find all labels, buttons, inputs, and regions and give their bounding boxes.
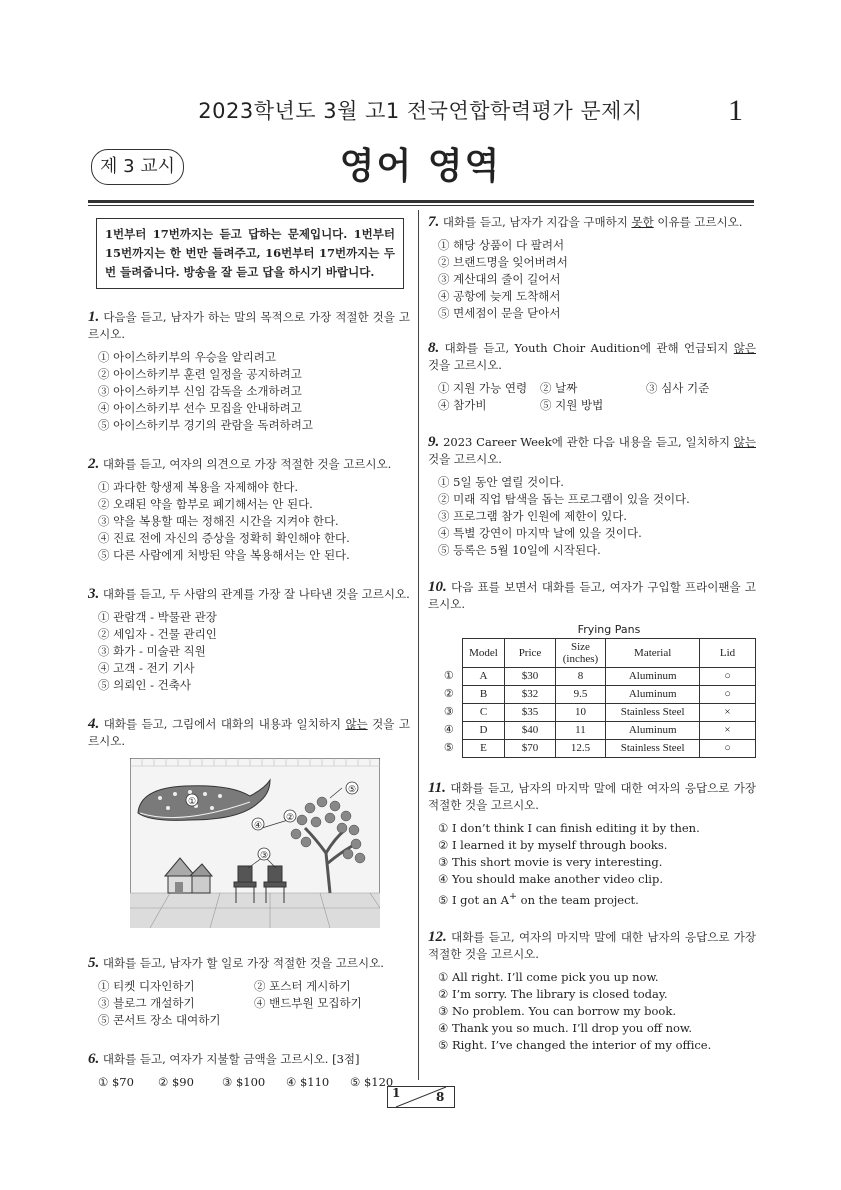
option-4[interactable]: ④ 밴드부원 모집하기 (254, 996, 362, 1010)
listening-notice: 1번부터 17번까지는 듣고 답하는 문제입니다. 1번부터 15번까지는 한 번만 들려주고, 16번부터 17번까지는 두 번 들려줍니다. 방송을 잘 듣고 답을 하시기 바랍니다. (96, 218, 404, 289)
stem-text: 다음을 듣고, 남자가 하는 말의 목적으로 가장 적절한 것을 고르시오. (88, 310, 411, 341)
option-1[interactable]: ① 관람객 - 박물관 관장 (98, 610, 217, 624)
cell-lid: × (700, 704, 756, 722)
question-number: 10. (428, 579, 447, 595)
option-3[interactable]: ③ 블로그 개설하기 (98, 996, 195, 1010)
question-9 (428, 434, 756, 559)
question-6 (88, 1051, 410, 1091)
question-stem (88, 309, 410, 343)
question-number: 8. (428, 340, 440, 356)
options (428, 237, 756, 322)
option-1[interactable]: ① 5일 동안 열릴 것이다. (438, 475, 564, 489)
col-header: Lid (700, 639, 756, 668)
fig-label-1: ① (187, 797, 197, 807)
cell-price: $40 (505, 722, 555, 740)
stem-text-end: 것을 고르시오. (88, 717, 410, 748)
options-row (98, 1074, 410, 1091)
cell-price: $30 (505, 668, 555, 686)
right-column (428, 214, 756, 1054)
option-2[interactable]: ② 아이스하키부 훈련 일정을 공지하려고 (98, 367, 302, 381)
options-row (438, 380, 756, 397)
option-2[interactable]: ② 세입자 - 건물 관리인 (98, 627, 217, 641)
option-2[interactable]: ② 브랜드명을 잊어버려서 (438, 255, 568, 269)
stem-text: 대화를 듣고, 남자가 할 일로 가장 적절한 것을 고르시오. (102, 956, 384, 970)
question-stem (428, 579, 756, 613)
table-row[interactable] (436, 668, 756, 686)
option-2[interactable]: ② 포스터 게시하기 (254, 979, 351, 993)
header-rule (88, 200, 754, 203)
cell-price: $70 (505, 740, 555, 758)
cell-material: Stainless Steel (606, 740, 700, 758)
stem-text: 다음 표를 보면서 대화를 듣고, 여자가 구입할 프라이팬을 고르시오. (428, 580, 757, 611)
row-choice[interactable]: ② (443, 688, 454, 700)
options (88, 978, 410, 1029)
question-stem (428, 929, 756, 963)
cell-model: B (462, 686, 505, 704)
question-1 (88, 309, 410, 434)
question-number: 2. (88, 456, 100, 472)
cell-price: $35 (505, 704, 555, 722)
option-5[interactable]: ⑤ 등록은 5월 10일에 시작된다. (438, 543, 601, 557)
cell-model: A (462, 668, 505, 686)
table-title: Frying Pans (577, 623, 641, 636)
question-number: 1. (88, 309, 100, 325)
cell-model: D (462, 722, 505, 740)
row-choice[interactable]: ④ (443, 724, 454, 736)
option-4[interactable]: ④ 아이스하키부 선수 모집을 안내하려고 (98, 401, 302, 415)
cell-material: Aluminum (606, 668, 700, 686)
frying-pan-table (436, 638, 756, 758)
subject-title: 영어 영역 (339, 146, 502, 187)
fig-label-2: ② (285, 813, 295, 823)
table-row[interactable] (436, 722, 756, 740)
cell-size: 12.5 (555, 740, 606, 758)
option-1[interactable]: ① I don’t think I can finish editing it by then. (438, 821, 700, 835)
page-number: 1 (728, 94, 743, 127)
question-stem (88, 1051, 410, 1068)
option-2[interactable]: ② 날짜 (540, 381, 578, 395)
option-4[interactable]: ④ 참가비 (438, 398, 487, 412)
option-1[interactable]: ① All right. I’ll come pick you up now. (438, 969, 659, 984)
options (428, 380, 756, 414)
exam-title: 2023학년도 3월 고1 전국연합학력평가 문제지 (198, 99, 643, 123)
cell-price: $32 (505, 686, 555, 704)
question-number: 4. (88, 716, 100, 732)
option-2[interactable]: ② $90 (158, 1075, 194, 1089)
stem-text: 대화를 듣고, 남자가 지갑을 구매하지 (442, 215, 632, 229)
option-3[interactable]: ③ 프로그램 참가 인원에 제한이 있다. (438, 509, 627, 523)
cell-size: 10 (555, 704, 606, 722)
option-5[interactable]: ⑤ 면세점이 문을 닫아서 (438, 306, 561, 320)
option-3[interactable]: ③ This short movie is very interesting. (438, 855, 663, 869)
options (428, 474, 756, 559)
option-1[interactable]: ① 지원 가능 연령 (438, 381, 528, 395)
options (88, 349, 410, 434)
option-5-text: ⑤ I got an A (438, 892, 509, 907)
option-4[interactable]: ④ $110 (286, 1075, 330, 1089)
cell-lid: ○ (700, 686, 756, 704)
illustration (130, 758, 410, 933)
cell-lid: × (700, 722, 756, 740)
question-number: 9. (428, 434, 440, 450)
option-4[interactable]: ④ 공항에 늦게 도착해서 (438, 289, 561, 303)
session-badge: 제 3 교시 (91, 149, 184, 185)
options (88, 1074, 410, 1091)
row-choice[interactable]: ③ (443, 706, 454, 718)
option-3[interactable]: ③ $100 (222, 1075, 266, 1089)
question-number: 3. (88, 586, 100, 602)
cell-material: Stainless Steel (606, 704, 700, 722)
question-11 (428, 780, 756, 909)
fig-label-4: ④ (253, 821, 263, 831)
fig-label-5: ⑤ (347, 785, 357, 795)
question-number: 11. (428, 780, 446, 796)
option-2[interactable]: ② 미래 직업 탐색을 돕는 프로그램이 있을 것이다. (438, 492, 690, 506)
row-choice[interactable]: ① (443, 670, 454, 682)
table-header-row (436, 639, 756, 668)
column-divider (418, 210, 419, 1080)
stem-text: 대화를 듣고, 여자의 의견으로 가장 적절한 것을 고르시오. (102, 457, 392, 471)
option-5[interactable]: ⑤ 지원 방법 (540, 398, 604, 412)
option-4[interactable]: ④ 특별 강연이 마지막 날에 있을 것이다. (438, 526, 642, 540)
left-column (88, 214, 410, 1091)
question-number: 7. (428, 214, 440, 230)
option-1[interactable]: ① $70 (98, 1075, 134, 1089)
options-row (438, 397, 756, 414)
question-8 (428, 340, 756, 414)
options (88, 609, 410, 694)
header-rule-thin (88, 205, 754, 206)
option-3[interactable]: ③ No problem. You can borrow my book. (438, 1003, 676, 1018)
stem-text: 대화를 듣고, 여자가 지불할 금액을 고르시오. [3점] (102, 1052, 360, 1066)
option-5[interactable]: ⑤ 콘서트 장소 대여하기 (98, 1013, 221, 1027)
table-row[interactable] (436, 704, 756, 722)
option-3[interactable]: ③ 약을 복용할 때는 정해진 시간을 지켜야 한다. (98, 514, 339, 528)
options (428, 969, 756, 1054)
option-2[interactable]: ② I learned it by myself through books. (438, 838, 668, 852)
option-5[interactable]: ⑤ 의뢰인 - 건축사 (98, 678, 192, 692)
table-row[interactable] (436, 686, 756, 704)
question-stem (428, 434, 756, 468)
col-header: Model (462, 639, 505, 668)
question-stem (88, 716, 410, 750)
question-stem (88, 456, 410, 473)
frying-pan-table-wrap (436, 621, 756, 758)
question-number: 6. (88, 1051, 100, 1067)
stem-text: 대화를 듣고, 여자의 마지막 말에 대한 남자의 응답으로 가장 적절한 것을 고르시오. (428, 929, 757, 961)
options (88, 479, 410, 564)
stem-text-end: 것을 고르시오. (428, 358, 502, 372)
option-3[interactable]: ③ 아이스하키부 신임 감독을 소개하려고 (98, 384, 302, 398)
stem-underline: 못한 (631, 215, 654, 229)
option-5-text-end: on the team project. (516, 892, 639, 907)
option-1[interactable]: ① 해당 상품이 다 팔려서 (438, 238, 565, 252)
option-3[interactable]: ③ 계산대의 줄이 길어서 (438, 272, 561, 286)
stem-underline: 않는 (345, 717, 368, 731)
question-4 (88, 716, 410, 933)
option-4[interactable]: ④ Thank you so much. I’ll drop you off now. (438, 1020, 693, 1035)
option-3[interactable]: ③ 심사 기준 (646, 381, 710, 395)
options (428, 820, 756, 909)
option-5[interactable]: ⑤ 아이스하키부 경기의 관람을 독려하려고 (98, 418, 313, 432)
table-row[interactable] (436, 740, 756, 758)
options-row (98, 978, 410, 995)
total-pages: 8 (436, 1090, 445, 1104)
question-stem (428, 780, 756, 814)
option-1[interactable]: ① 아이스하키부의 우승을 알리려고 (98, 350, 276, 364)
stem-text-end: 이유를 고르시오. (653, 215, 743, 229)
option-1[interactable]: ① 과다한 항생제 복용을 자제해야 한다. (98, 480, 299, 494)
question-stem (88, 586, 410, 603)
stem-text: 대화를 듣고, 두 사람의 관계를 가장 잘 나타낸 것을 고르시오. (102, 587, 410, 601)
cell-lid: ○ (700, 740, 756, 758)
option-5-sup: + (508, 891, 517, 902)
question-3 (88, 586, 410, 694)
stem-text-end: 것을 고르시오. (428, 452, 502, 466)
fig-label-3: ③ (259, 851, 269, 861)
option-1[interactable]: ① 티켓 디자인하기 (98, 979, 195, 993)
option-4[interactable]: ④ 진료 전에 자신의 증상을 정확히 확인해야 한다. (98, 531, 350, 545)
cell-model: E (462, 740, 505, 758)
stem-text: 대화를 듣고, Youth Choir Audition에 관해 언급되지 (444, 341, 734, 355)
cell-material: Aluminum (606, 686, 700, 704)
cell-material: Aluminum (606, 722, 700, 740)
question-10 (428, 579, 756, 758)
row-choice[interactable]: ⑤ (443, 742, 454, 754)
col-header: Material (606, 639, 700, 668)
options-row (98, 995, 410, 1012)
current-page: 1 (392, 1086, 401, 1100)
stem-text: 2023 Career Week에 관한 다음 내용을 듣고, 일치하지 (443, 435, 734, 449)
option-2[interactable]: ② I’m sorry. The library is closed today. (438, 986, 668, 1001)
option-4[interactable]: ④ You should make another video clip. (438, 872, 663, 886)
option-5[interactable]: ⑤ $120 (350, 1075, 394, 1089)
option-5[interactable] (438, 888, 756, 909)
question-2 (88, 456, 410, 564)
stem-underline: 않은 (733, 341, 757, 355)
col-header: Size (inches) (555, 639, 606, 668)
cell-size: 9.5 (555, 686, 606, 704)
cell-size: 11 (555, 722, 606, 740)
park-scene-image (130, 758, 380, 928)
stem-underline: 않는 (733, 435, 757, 449)
option-5[interactable]: ⑤ Right. I’ve changed the interior of my office. (438, 1037, 712, 1052)
stem-text: 대화를 듣고, 그림에서 대화의 내용과 일치하지 (103, 717, 346, 731)
question-stem (428, 340, 756, 374)
option-4[interactable]: ④ 고객 - 전기 기사 (98, 661, 195, 675)
question-stem (428, 214, 756, 231)
question-stem (88, 955, 410, 972)
stem-text: 대화를 듣고, 남자의 마지막 말에 대한 여자의 응답으로 가장 적절한 것을 고르시오. (428, 781, 756, 812)
col-header: Price (505, 639, 555, 668)
question-12 (428, 929, 756, 1054)
cell-model: C (462, 704, 505, 722)
question-5 (88, 955, 410, 1029)
question-7 (428, 214, 756, 322)
question-number: 5. (88, 955, 100, 971)
cell-lid: ○ (700, 668, 756, 686)
option-5[interactable]: ⑤ 다른 사람에게 처방된 약을 복용해서는 안 된다. (98, 548, 350, 562)
option-2[interactable]: ② 오래된 약을 함부로 폐기해서는 안 된다. (98, 497, 313, 511)
question-number: 12. (428, 928, 447, 945)
cell-size: 8 (555, 668, 606, 686)
option-3[interactable]: ③ 화가 - 미술관 직원 (98, 644, 206, 658)
